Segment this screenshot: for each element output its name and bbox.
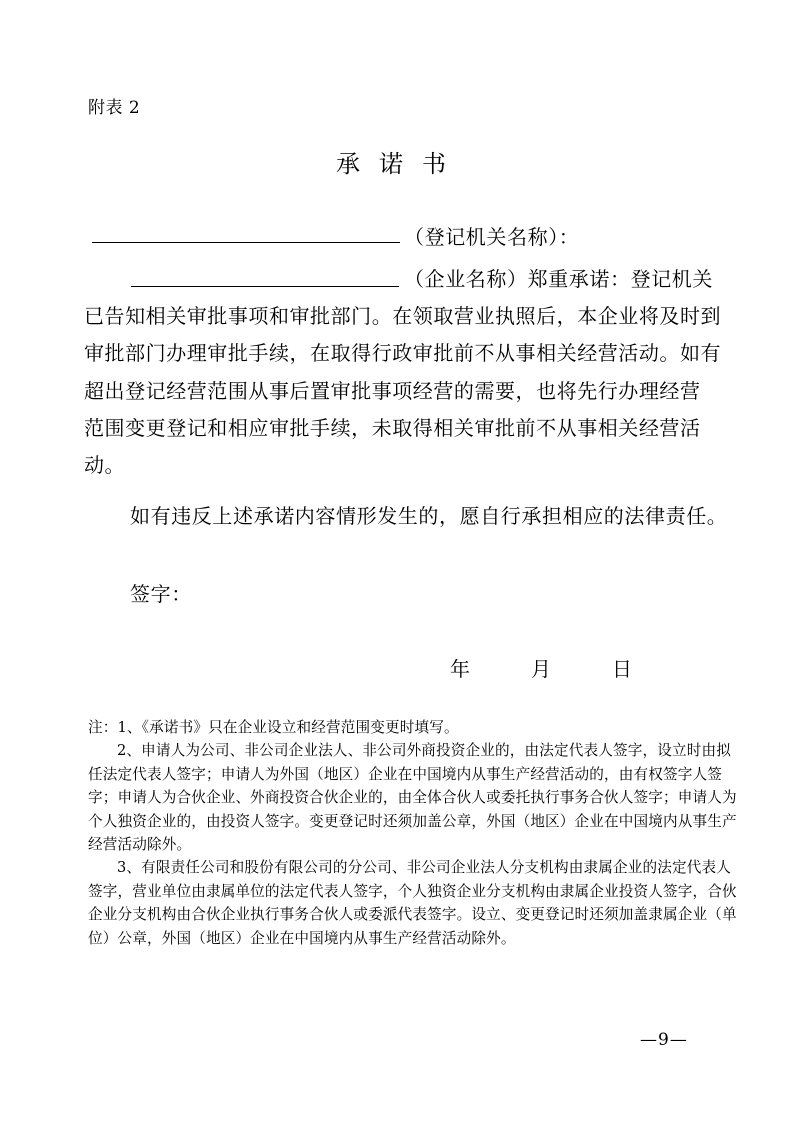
note-line: 注：1、《承诺书》只在企业设立和经营范围变更时填写。: [88, 719, 459, 736]
notes-section: [88, 716, 737, 950]
note-line: 经营活动除外。: [88, 836, 192, 854]
commitment-paragraph: [84, 298, 722, 484]
date-year-label: 年: [450, 657, 471, 681]
paragraph-line: 审批部门办理审批手续，在取得行政审批前不从事相关经营活动。如有: [84, 341, 722, 366]
paragraph-line: 已告知相关审批事项和审批部门。在领取营业执照后，本企业将及时到: [84, 304, 722, 328]
note-line: 3、有限责任公司和股份有限公司的分公司、非公司企业法人分支机构由隶属企业的法定代表人: [117, 859, 731, 877]
company-name-blank: [131, 286, 399, 287]
note-line: 个人独资企业的，由投资人签字。变更登记时还须加盖公章，外国（地区）企业在中国境内从事生产: [88, 812, 737, 830]
note-line: 字；申请人为合伙企业、外商投资合伙企业的，由全体合伙人或委托执行事务合伙人签字；申请人为: [88, 789, 737, 807]
authority-name-blank: [92, 242, 400, 243]
signature-label: 签字：: [130, 582, 192, 606]
page-number: —9—: [640, 1030, 688, 1050]
paragraph-line: 超出登记经营范围从事后置审批事项经营的需要，也将先行办理经营: [84, 378, 701, 403]
document-title: 承诺书: [336, 150, 465, 178]
paragraph-line: 范围变更登记和相应审批手续，未取得相关审批前不从事相关经营活: [84, 415, 701, 440]
paragraph-line: 动。: [84, 453, 126, 478]
date-day-label: 日: [612, 657, 633, 681]
note-line: 企业分支机构由合伙企业执行事务合伙人或委派代表签字。设立、变更登记时还须加盖隶属企业（单: [88, 906, 737, 924]
note-line: 签字，营业单位由隶属单位的法定代表人签字，个人独资企业分支机构由隶属企业投资人签字，合伙: [88, 882, 737, 900]
attachment-label: 附表 2: [88, 98, 141, 118]
authority-name-label: （登记机关名称）：: [404, 225, 580, 249]
note-line: 位）公章，外国（地区）企业在中国境内从事生产经营活动除外。: [88, 929, 516, 947]
liability-paragraph: 如有违反上述承诺内容情形发生的，愿自行承担相应的法律责任。: [130, 504, 728, 528]
note-line: 任法定代表人签字；申请人为外国（地区）企业在中国境内从事生产经营活动的，由有权签字人签: [88, 765, 722, 783]
company-name-label: （企业名称）郑重承诺：登记机关: [404, 267, 713, 291]
note-line: 2、申请人为公司、非公司企业法人、非公司外商投资企业的，由法定代表人签字，设立时由拟: [117, 742, 731, 760]
date-month-label: 月: [531, 657, 552, 681]
